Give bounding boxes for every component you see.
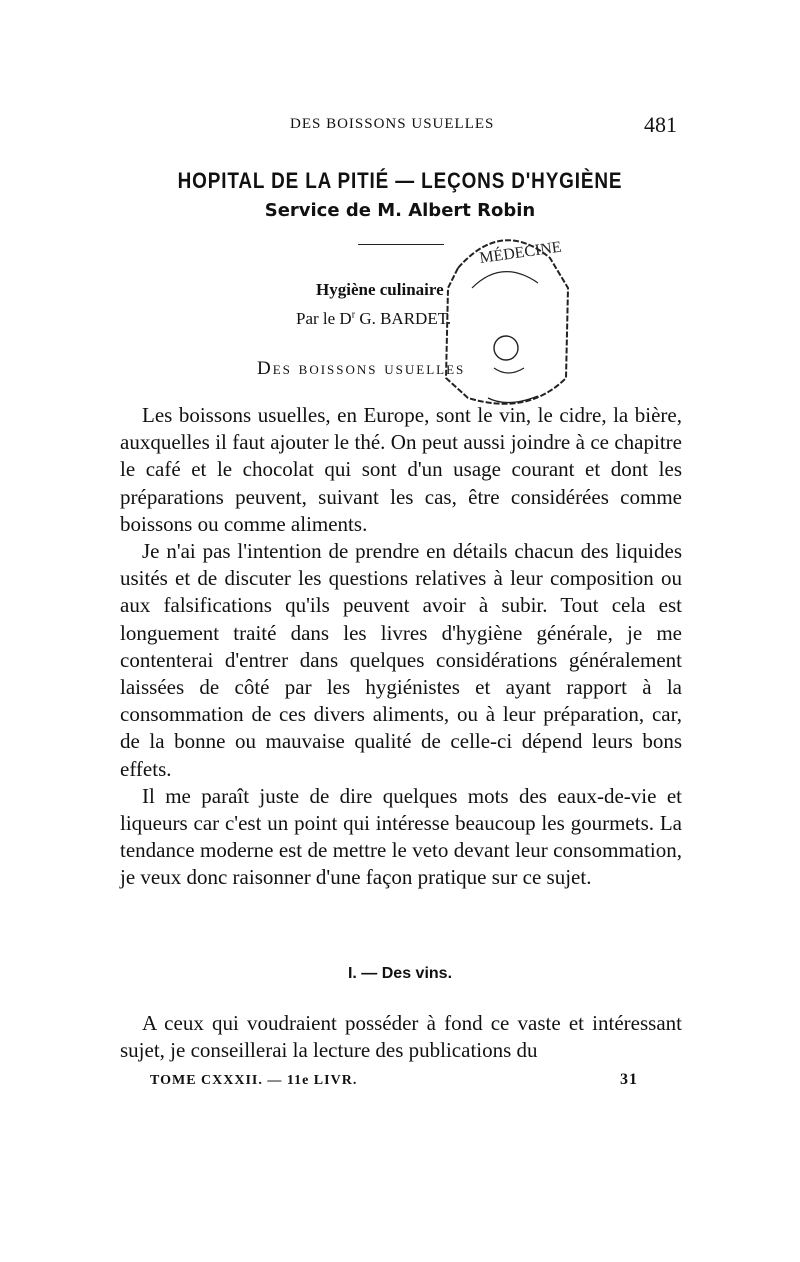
footer-tome: TOME CXXXII. — 11e LIVR. [150,1073,358,1088]
subsection-title: I. — Des vins. [347,965,453,982]
author-name: G. BARDET. [355,309,452,328]
paragraph-2: Je n'ai pas l'intention de prendre en détails chacun des liquides usités et de discuter les questions relatives à leur composition ou aux falsifications qu'ils peuvent avoir à subir. Tout cela est longuement traité dans les livres d'hygiène générale, je me contenterai d'entrer dans quelques considérations généralement laissées de côté par les hygiénistes et ayant rapport à la consommation de ces divers aliments, ou à leur préparation, car, de la bonne ou mauvaise qualité de celle-ci dépend leurs bons effets. [120,539,682,781]
author-prefix: Par le D [296,309,352,328]
library-stamp-icon [428,228,576,414]
footer [150,1073,650,1089]
body-text-continued [120,1010,682,1064]
running-title: DES BOISSONS USUELLES [290,116,495,132]
stamp-text: MÉDECINE [478,238,563,268]
footer-signature: 31 [620,1071,638,1088]
body-text [120,402,682,892]
service-subtitle: Service de M. Albert Robin [264,200,536,221]
author-sup: r [351,309,356,321]
paragraph-1: Les boissons usuelles, en Europe, sont le vin, le cidre, la bière, auxquelles il faut ajouter le thé. On peut aussi joindre à ce chapitre le café et le chocolat qui sont d'un usage courant et dont les préparations peuvent, suivant les cas, être considérées comme boissons ou comme aliments. [120,403,682,536]
running-head [0,112,800,142]
page-number: 481 [644,112,677,137]
hospital-header-title: HOPITAL DE LA PITIÉ — LEÇONS D'HYGIÈNE [177,168,623,193]
article-subheading: Des boissons usuelles [257,358,466,379]
paragraph-4: A ceux qui voudraient posséder à fond ce vaste et intéressant sujet, je conseillerai la lecture des publications du [120,1011,682,1063]
paragraph-3: Il me paraît juste de dire quelques mots des eaux-de-vie et liqueurs car c'est un point qui intéresse beaucoup les gourmets. La tendance moderne est de mettre le veto devant leur consommation, je veux donc raisonner d'une façon pratique sur ce sujet. [120,783,682,890]
section-heading: Hygiène culinaire [316,280,444,299]
